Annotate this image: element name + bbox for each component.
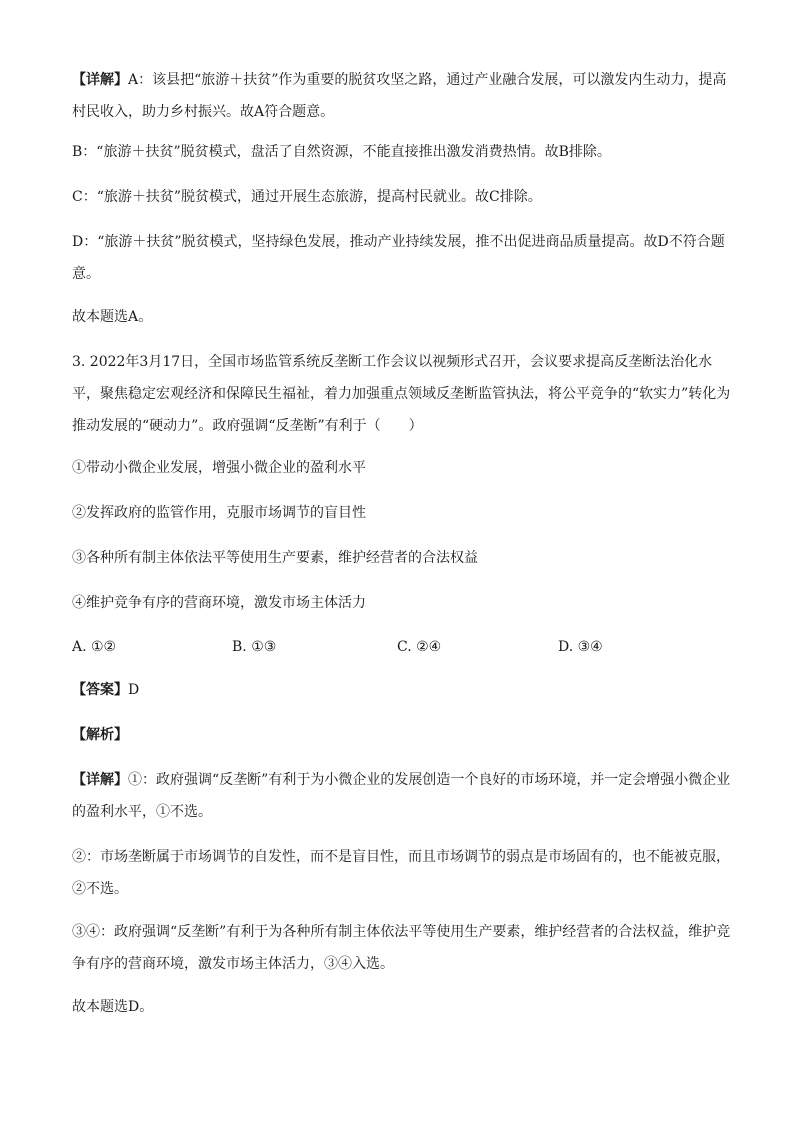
conclusion-prev: 故本题选A。 bbox=[72, 309, 153, 325]
statement-4: ④维护竞争有序的营商环境，激发市场主体活力 bbox=[72, 595, 366, 611]
detail-tag: 【详解】 bbox=[72, 772, 128, 788]
analysis-tag: 【解析】 bbox=[72, 727, 128, 743]
answer-options bbox=[72, 632, 732, 662]
answer-line bbox=[72, 674, 732, 706]
analysis-heading bbox=[72, 719, 732, 751]
statement-2: ②发挥政府的监管作用，克服市场调节的盲目性 bbox=[72, 505, 366, 521]
analysis-detail-2: ②：市场垄断属于市场调节的自发性，而不是盲目性，而且市场调节的弱点是市场固有的，也不能被克服，②不选。 bbox=[72, 849, 730, 897]
option-d: D. ③④ bbox=[558, 639, 603, 655]
answer-value: D bbox=[128, 682, 140, 698]
detail-b-paragraph: B：“旅游＋扶贫”脱贫模式，盘活了自然资源，不能直接推出激发消费热情。故B排除。 bbox=[72, 144, 611, 160]
question-3-stem: 3. 2022年3月17日，全国市场监管系统反垄断工作会议以视频形式召开，会议要求提高反垄断法治化水平，聚焦稳定宏观经济和保障民生福祉，着力加强重点领域反垄断监管执法，将公平竞争的“软实力”转化为推动发展的“硬动力”。政府强调“反垄断”有利于（ ） bbox=[72, 354, 731, 434]
answer-tag: 【答案】 bbox=[72, 682, 128, 698]
conclusion: 故本题选D。 bbox=[72, 999, 154, 1015]
detail-a-text: A：该县把“旅游＋扶贫”作为重要的脱贫攻坚之路，通过产业融合发展，可以激发内生动力，提高村民收入，助力乡村振兴。故A符合题意。 bbox=[72, 72, 727, 120]
statement-1: ①带动小微企业发展，增强小微企业的盈利水平 bbox=[72, 460, 366, 476]
option-b: B. ①③ bbox=[232, 639, 277, 655]
detail-a-paragraph bbox=[72, 64, 732, 128]
analysis-detail-1-text: ①：政府强调“反垄断”有利于为小微企业的发展创造一个良好的市场环境，并一定会增强小微企业的盈利水平，①不选。 bbox=[72, 772, 731, 820]
option-a: A. ①② bbox=[72, 639, 117, 655]
analysis-detail-1 bbox=[72, 764, 732, 828]
option-c: C. ②④ bbox=[397, 639, 442, 655]
analysis-detail-3: ③④：政府强调“反垄断”有利于为各种所有制主体依法平等使用生产要素，维护经营者的合法权益，维护竞争有序的营商环境，激发市场主体活力，③④入选。 bbox=[72, 924, 731, 972]
detail-tag: 【详解】 bbox=[72, 72, 128, 88]
detail-c-paragraph: C：“旅游＋扶贫”脱贫模式，通过开展生态旅游，提高村民就业。故C排除。 bbox=[72, 189, 542, 205]
detail-d-paragraph: D：“旅游＋扶贫”脱贫模式，坚持绿色发展，推动产业持续发展，推不出促进商品质量提高。故D不符合题意。 bbox=[72, 234, 725, 282]
statement-3: ③各种所有制主体依法平等使用生产要素，维护经营者的合法权益 bbox=[72, 550, 478, 566]
